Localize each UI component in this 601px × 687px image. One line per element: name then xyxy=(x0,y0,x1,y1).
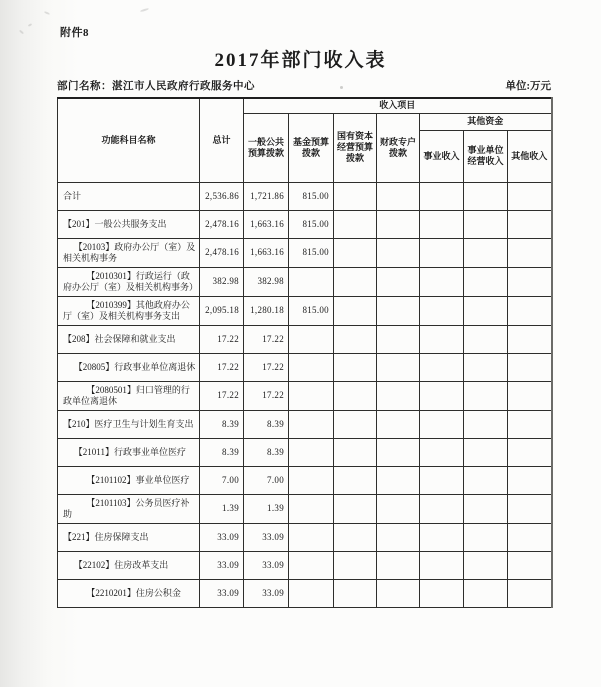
state-capital-budget-cell xyxy=(334,210,377,238)
business-operating-income-cell xyxy=(464,579,508,607)
other-income-cell xyxy=(508,353,552,381)
general-public-budget-cell: 17.22 xyxy=(244,381,289,410)
business-income-cell xyxy=(420,523,464,551)
business-income-cell xyxy=(420,182,464,210)
header-function-subject: 功能科目名称 xyxy=(58,98,200,182)
fiscal-special-account-cell xyxy=(377,551,420,579)
fund-budget-cell xyxy=(289,325,334,353)
income-table xyxy=(57,97,553,608)
business-operating-income-cell xyxy=(464,466,508,494)
state-capital-budget-cell xyxy=(334,410,377,438)
general-public-budget-cell: 33.09 xyxy=(244,551,289,579)
fund-budget-cell xyxy=(289,494,334,523)
row-label-cell: 【210】医疗卫生与计划生育支出 xyxy=(58,410,200,438)
total-cell: 33.09 xyxy=(200,551,244,579)
fund-budget-cell: 815.00 xyxy=(289,182,334,210)
row-label-cell: 【2101103】公务员医疗补助 xyxy=(58,494,200,523)
other-income-cell xyxy=(508,296,552,325)
state-capital-budget-cell xyxy=(334,325,377,353)
state-capital-budget-cell xyxy=(334,238,377,267)
scan-smudge xyxy=(28,23,32,27)
business-operating-income-cell xyxy=(464,267,508,296)
general-public-budget-cell: 8.39 xyxy=(244,410,289,438)
fund-budget-cell: 815.00 xyxy=(289,296,334,325)
row-label-cell: 【2010301】行政运行（政府办公厅（室）及相关机构事务） xyxy=(58,267,200,296)
table-row xyxy=(58,381,552,410)
business-income-cell xyxy=(420,325,464,353)
general-public-budget-cell: 1,663.16 xyxy=(244,238,289,267)
table-row xyxy=(58,466,552,494)
business-operating-income-cell xyxy=(464,438,508,466)
table-row xyxy=(58,438,552,466)
general-public-budget-cell: 17.22 xyxy=(244,325,289,353)
header-income-items: 收入项目 xyxy=(244,98,552,113)
state-capital-budget-cell xyxy=(334,523,377,551)
total-cell: 2,478.16 xyxy=(200,238,244,267)
row-label-cell: 【2101102】事业单位医疗 xyxy=(58,466,200,494)
fund-budget-cell xyxy=(289,551,334,579)
row-label-cell: 【201】一般公共服务支出 xyxy=(58,210,200,238)
row-label-cell: 【208】社会保障和就业支出 xyxy=(58,325,200,353)
state-capital-budget-cell xyxy=(334,438,377,466)
general-public-budget-cell: 1,663.16 xyxy=(244,210,289,238)
table-row xyxy=(58,494,552,523)
fiscal-special-account-cell xyxy=(377,296,420,325)
table-row xyxy=(58,551,552,579)
total-cell: 382.98 xyxy=(200,267,244,296)
fiscal-special-account-cell xyxy=(377,210,420,238)
header-general-public-budget: 一般公共预算拨款 xyxy=(244,113,289,182)
business-income-cell xyxy=(420,210,464,238)
business-operating-income-cell xyxy=(464,238,508,267)
business-income-cell xyxy=(420,238,464,267)
fund-budget-cell: 815.00 xyxy=(289,238,334,267)
other-income-cell xyxy=(508,182,552,210)
general-public-budget-cell: 17.22 xyxy=(244,353,289,381)
total-cell: 33.09 xyxy=(200,523,244,551)
business-operating-income-cell xyxy=(464,551,508,579)
scan-smudge xyxy=(44,11,50,15)
fund-budget-cell: 815.00 xyxy=(289,210,334,238)
total-cell: 7.00 xyxy=(200,466,244,494)
total-cell: 17.22 xyxy=(200,353,244,381)
other-income-cell xyxy=(508,438,552,466)
state-capital-budget-cell xyxy=(334,494,377,523)
general-public-budget-cell: 7.00 xyxy=(244,466,289,494)
business-income-cell xyxy=(420,296,464,325)
other-income-cell xyxy=(508,267,552,296)
general-public-budget-cell: 382.98 xyxy=(244,267,289,296)
other-income-cell xyxy=(508,523,552,551)
general-public-budget-cell: 1,721.86 xyxy=(244,182,289,210)
table-row xyxy=(58,579,552,607)
general-public-budget-cell: 33.09 xyxy=(244,579,289,607)
table-row xyxy=(58,182,552,210)
fund-budget-cell xyxy=(289,466,334,494)
business-income-cell xyxy=(420,494,464,523)
row-label-cell: 【221】住房保障支出 xyxy=(58,523,200,551)
other-income-cell xyxy=(508,381,552,410)
fund-budget-cell xyxy=(289,410,334,438)
table-row xyxy=(58,210,552,238)
scan-smudge xyxy=(19,30,24,35)
row-label-cell: 【21011】行政事业单位医疗 xyxy=(58,438,200,466)
business-income-cell xyxy=(420,381,464,410)
other-income-cell xyxy=(508,410,552,438)
total-cell: 8.39 xyxy=(200,410,244,438)
row-label-cell: 【2210201】住房公积金 xyxy=(58,579,200,607)
fiscal-special-account-cell xyxy=(377,182,420,210)
total-cell: 2,095.18 xyxy=(200,296,244,325)
unit-label: 单位:万元 xyxy=(505,81,551,92)
business-income-cell xyxy=(420,579,464,607)
other-income-cell xyxy=(508,579,552,607)
row-label-cell: 【22102】住房改革支出 xyxy=(58,551,200,579)
row-label-cell: 合计 xyxy=(58,182,200,210)
header-other-funds: 其他资金 xyxy=(420,113,552,130)
state-capital-budget-cell xyxy=(334,381,377,410)
meta-row xyxy=(57,78,551,93)
state-capital-budget-cell xyxy=(334,267,377,296)
business-income-cell xyxy=(420,438,464,466)
table-row xyxy=(58,238,552,267)
business-operating-income-cell xyxy=(464,210,508,238)
state-capital-budget-cell xyxy=(334,296,377,325)
total-cell: 8.39 xyxy=(200,438,244,466)
business-operating-income-cell xyxy=(464,353,508,381)
header-row-1 xyxy=(58,98,552,113)
other-income-cell xyxy=(508,210,552,238)
table-row xyxy=(58,267,552,296)
fiscal-special-account-cell xyxy=(377,579,420,607)
department-name-label: 部门名称：湛江市人民政府行政服务中心 xyxy=(57,81,255,92)
fiscal-special-account-cell xyxy=(377,523,420,551)
row-label-cell: 【20103】政府办公厅（室）及相关机构事务 xyxy=(58,238,200,267)
other-income-cell xyxy=(508,325,552,353)
table-row xyxy=(58,296,552,325)
header-total: 总计 xyxy=(200,98,244,182)
total-cell: 2,478.16 xyxy=(200,210,244,238)
header-other-income: 其他收入 xyxy=(508,130,552,182)
fund-budget-cell xyxy=(289,438,334,466)
business-income-cell xyxy=(420,551,464,579)
fund-budget-cell xyxy=(289,353,334,381)
business-operating-income-cell xyxy=(464,325,508,353)
business-operating-income-cell xyxy=(464,381,508,410)
fiscal-special-account-cell xyxy=(377,353,420,381)
other-income-cell xyxy=(508,551,552,579)
total-cell: 33.09 xyxy=(200,579,244,607)
fiscal-special-account-cell xyxy=(377,466,420,494)
total-cell: 1.39 xyxy=(200,494,244,523)
fund-budget-cell xyxy=(289,579,334,607)
business-income-cell xyxy=(420,353,464,381)
fiscal-special-account-cell xyxy=(377,381,420,410)
state-capital-budget-cell xyxy=(334,182,377,210)
fiscal-special-account-cell xyxy=(377,494,420,523)
fiscal-special-account-cell xyxy=(377,410,420,438)
attachment-label: 附件8 xyxy=(60,27,89,39)
general-public-budget-cell: 1,280.18 xyxy=(244,296,289,325)
row-label-cell: 【2080501】归口管理的行政单位离退休 xyxy=(58,381,200,410)
fiscal-special-account-cell xyxy=(377,325,420,353)
header-fund-budget: 基金预算拨款 xyxy=(289,113,334,182)
header-business-income: 事业收入 xyxy=(420,130,464,182)
total-cell: 17.22 xyxy=(200,325,244,353)
state-capital-budget-cell xyxy=(334,466,377,494)
page-title: 2017年部门收入表 xyxy=(214,50,387,71)
header-fiscal-special-account: 财政专户拨款 xyxy=(377,113,420,182)
fiscal-special-account-cell xyxy=(377,438,420,466)
total-cell: 17.22 xyxy=(200,381,244,410)
header-state-capital-budget: 国有资本经营预算拨款 xyxy=(334,113,377,182)
state-capital-budget-cell xyxy=(334,579,377,607)
general-public-budget-cell: 8.39 xyxy=(244,438,289,466)
general-public-budget-cell: 1.39 xyxy=(244,494,289,523)
fiscal-special-account-cell xyxy=(377,267,420,296)
fund-budget-cell xyxy=(289,381,334,410)
table-row xyxy=(58,353,552,381)
business-operating-income-cell xyxy=(464,523,508,551)
business-income-cell xyxy=(420,267,464,296)
table-row xyxy=(58,410,552,438)
other-income-cell xyxy=(508,238,552,267)
general-public-budget-cell: 33.09 xyxy=(244,523,289,551)
fiscal-special-account-cell xyxy=(377,238,420,267)
fund-budget-cell xyxy=(289,523,334,551)
header-business-operating-income: 事业单位经营收入 xyxy=(464,130,508,182)
row-label-cell: 【2010399】其他政府办公厅（室）及相关机构事务支出 xyxy=(58,296,200,325)
state-capital-budget-cell xyxy=(334,353,377,381)
business-income-cell xyxy=(420,410,464,438)
business-operating-income-cell xyxy=(464,182,508,210)
table-row xyxy=(58,523,552,551)
other-income-cell xyxy=(508,466,552,494)
other-income-cell xyxy=(508,494,552,523)
total-cell: 2,536.86 xyxy=(200,182,244,210)
scan-smudge xyxy=(140,8,149,13)
business-operating-income-cell xyxy=(464,296,508,325)
row-label-cell: 【20805】行政事业单位离退休 xyxy=(58,353,200,381)
business-income-cell xyxy=(420,466,464,494)
fund-budget-cell xyxy=(289,267,334,296)
business-operating-income-cell xyxy=(464,410,508,438)
state-capital-budget-cell xyxy=(334,551,377,579)
business-operating-income-cell xyxy=(464,494,508,523)
table-row xyxy=(58,325,552,353)
